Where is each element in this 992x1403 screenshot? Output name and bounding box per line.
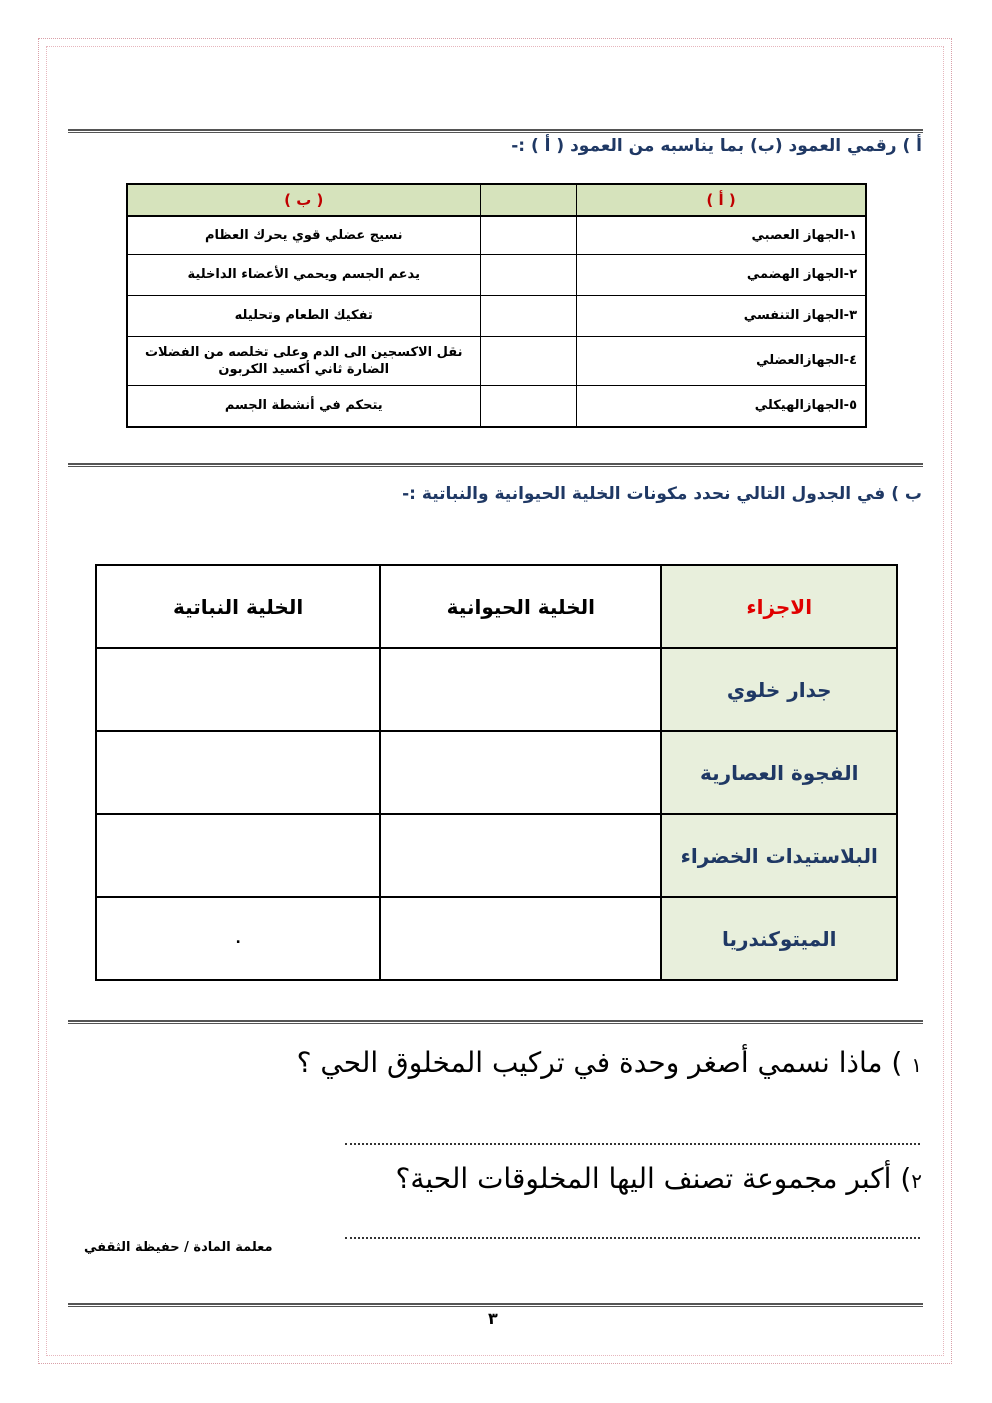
plant-answer-cell[interactable] [96, 814, 380, 897]
cell-parts-table [95, 564, 898, 981]
plant-answer-cell[interactable]: . [96, 897, 380, 980]
question-1-text: ) ماذا نسمي أصغر وحدة في تركيب المخلوق الحي ؟ [296, 1046, 912, 1079]
page-number: ٣ [488, 1309, 498, 1328]
section-a-heading: أ ) رقمي العمود (ب) بما يناسبه من العمود ( أ ) :- [511, 136, 922, 156]
divider-bottom [68, 1303, 923, 1307]
animal-answer-cell[interactable] [380, 814, 661, 897]
divider-lower [68, 1020, 923, 1024]
header-column-answer [480, 184, 577, 216]
cell-part-label: الميتوكندريا [661, 897, 897, 980]
table-row [127, 216, 866, 254]
table-row [127, 254, 866, 295]
question-2-text: ) أكبر مجموعة تصنف اليها المخلوقات الحية؟ [395, 1162, 912, 1195]
animal-answer-cell[interactable] [380, 648, 661, 731]
column-b-item: نسيج عضلي قوي يحرك العظام [127, 216, 480, 254]
column-b-item: يتحكم في أنشطة الجسم [127, 385, 480, 427]
teacher-name: معلمة المادة / حفيظة الثقفي [84, 1240, 273, 1255]
question-2-number: ٢ [911, 1169, 922, 1193]
cell-part-label: الفجوة العصارية [661, 731, 897, 814]
answer-cell[interactable] [480, 295, 577, 336]
matching-table-header [127, 184, 866, 216]
answer-cell[interactable] [480, 385, 577, 427]
answer-line-2[interactable] [345, 1237, 920, 1239]
matching-table [126, 183, 867, 428]
plant-answer-cell[interactable] [96, 731, 380, 814]
animal-answer-cell[interactable] [380, 731, 661, 814]
question-2 [395, 1162, 922, 1195]
cell-part-label: البلاستيدات الخضراء [661, 814, 897, 897]
animal-answer-cell[interactable] [380, 897, 661, 980]
answer-cell[interactable] [480, 336, 577, 385]
table-row [96, 731, 897, 814]
plant-answer-cell[interactable] [96, 648, 380, 731]
question-1 [297, 1046, 922, 1079]
column-a-item: ٢-الجهاز الهضمي [577, 254, 866, 295]
table-row [127, 336, 866, 385]
table-row [96, 897, 897, 980]
header-column-b: ( ب ) [127, 184, 480, 216]
answer-cell[interactable] [480, 216, 577, 254]
header-plant-cell: الخلية النباتية [96, 565, 380, 648]
column-a-item: ٣-الجهاز التنفسي [577, 295, 866, 336]
cell-part-label: جدار خلوي [661, 648, 897, 731]
column-b-item: يدعم الجسم ويحمي الأعضاء الداخلية [127, 254, 480, 295]
header-parts: الاجزاء [661, 565, 897, 648]
column-a-item: ١-الجهاز العصبي [577, 216, 866, 254]
divider-middle [68, 463, 923, 467]
table-row [96, 814, 897, 897]
section-b-heading: ب ) في الجدول التالي نحدد مكونات الخلية الحيوانية والنباتية :- [402, 484, 922, 504]
answer-cell[interactable] [480, 254, 577, 295]
header-animal-cell: الخلية الحيوانية [380, 565, 661, 648]
table-row [127, 295, 866, 336]
divider-top [68, 129, 923, 133]
table-row [96, 648, 897, 731]
header-column-a: ( أ ) [577, 184, 866, 216]
column-b-item: تفكيك الطعام وتحليله [127, 295, 480, 336]
column-b-item: نقل الاكسجين الى الدم وعلى تخلصه من الفضلات الضارة ثاني أكسيد الكربون [127, 336, 480, 385]
cell-table-header [96, 565, 897, 648]
answer-line-1[interactable] [345, 1143, 920, 1145]
table-row [127, 385, 866, 427]
question-1-number: ١ [911, 1053, 922, 1077]
column-a-item: ٥-الجهازالهيكلي [577, 385, 866, 427]
column-a-item: ٤-الجهازالعضلي [577, 336, 866, 385]
